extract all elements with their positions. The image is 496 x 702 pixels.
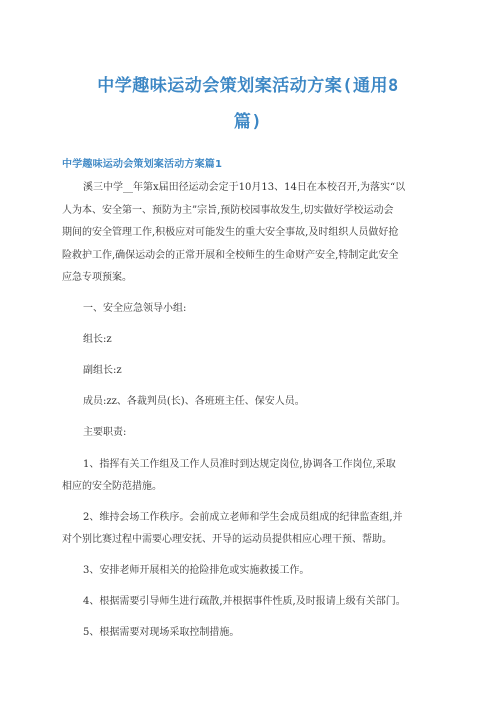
document-title-line2: 篇) [233,112,263,132]
leader-line: 组长:z [83,334,112,345]
paragraph-line: 人为本、安全第一、预防为主”宗旨,预防校园事故发生,切实做好学校运动会 [62,205,394,216]
paragraph-line: 应急专项预案。 [62,272,132,283]
document-title-line1: 中学趣味运动会策划案活动方案(通用8 [97,76,399,96]
leadership-heading: 一、安全应急领导小组: [83,303,187,314]
paragraph-line: 险救护工作,确保运动会的正常开展和全校师生的生命财产安全,特制定此安全 [62,250,399,261]
paragraph-line: 期间的安全管理工作,积极应对可能发生的重大安全事故,及时组织人员做好抢 [62,227,399,238]
duty-item-continuation: 相应的安全防范措施。 [62,481,162,492]
paragraph-line: 溪三中学__年第x届田径运动会定于10月13、14日在本校召开,为落实“以 [83,182,406,193]
section-heading: 中学趣味运动会策划案活动方案篇1 [62,159,223,170]
members-line: 成员:zz、各裁判员(长)、各班班主任、保安人员。 [83,396,305,407]
duty-item: 2、维持会场工作秩序。会前成立老师和学生会成员组成的纪律监查组,并 [83,512,403,523]
duty-item: 5、根据需要对现场采取控制措施。 [83,627,240,638]
duty-item-continuation: 对个别比赛过程中需要心理安抚、开导的运动员提供相应心理干预、帮助。 [62,534,392,545]
deputy-leader-line: 副组长:z [83,365,122,376]
duty-item: 4、根据需要引导师生进行疏散,并根据事件性质,及时报请上级有关部门。 [83,596,406,607]
duties-heading: 主要职责: [83,427,127,438]
duty-item: 1、指挥有关工作组及工作人员准时到达规定岗位,协调各工作岗位,采取 [83,459,396,470]
duty-item: 3、安排老师开展相关的抢险排危或实施救援工作。 [83,565,310,576]
